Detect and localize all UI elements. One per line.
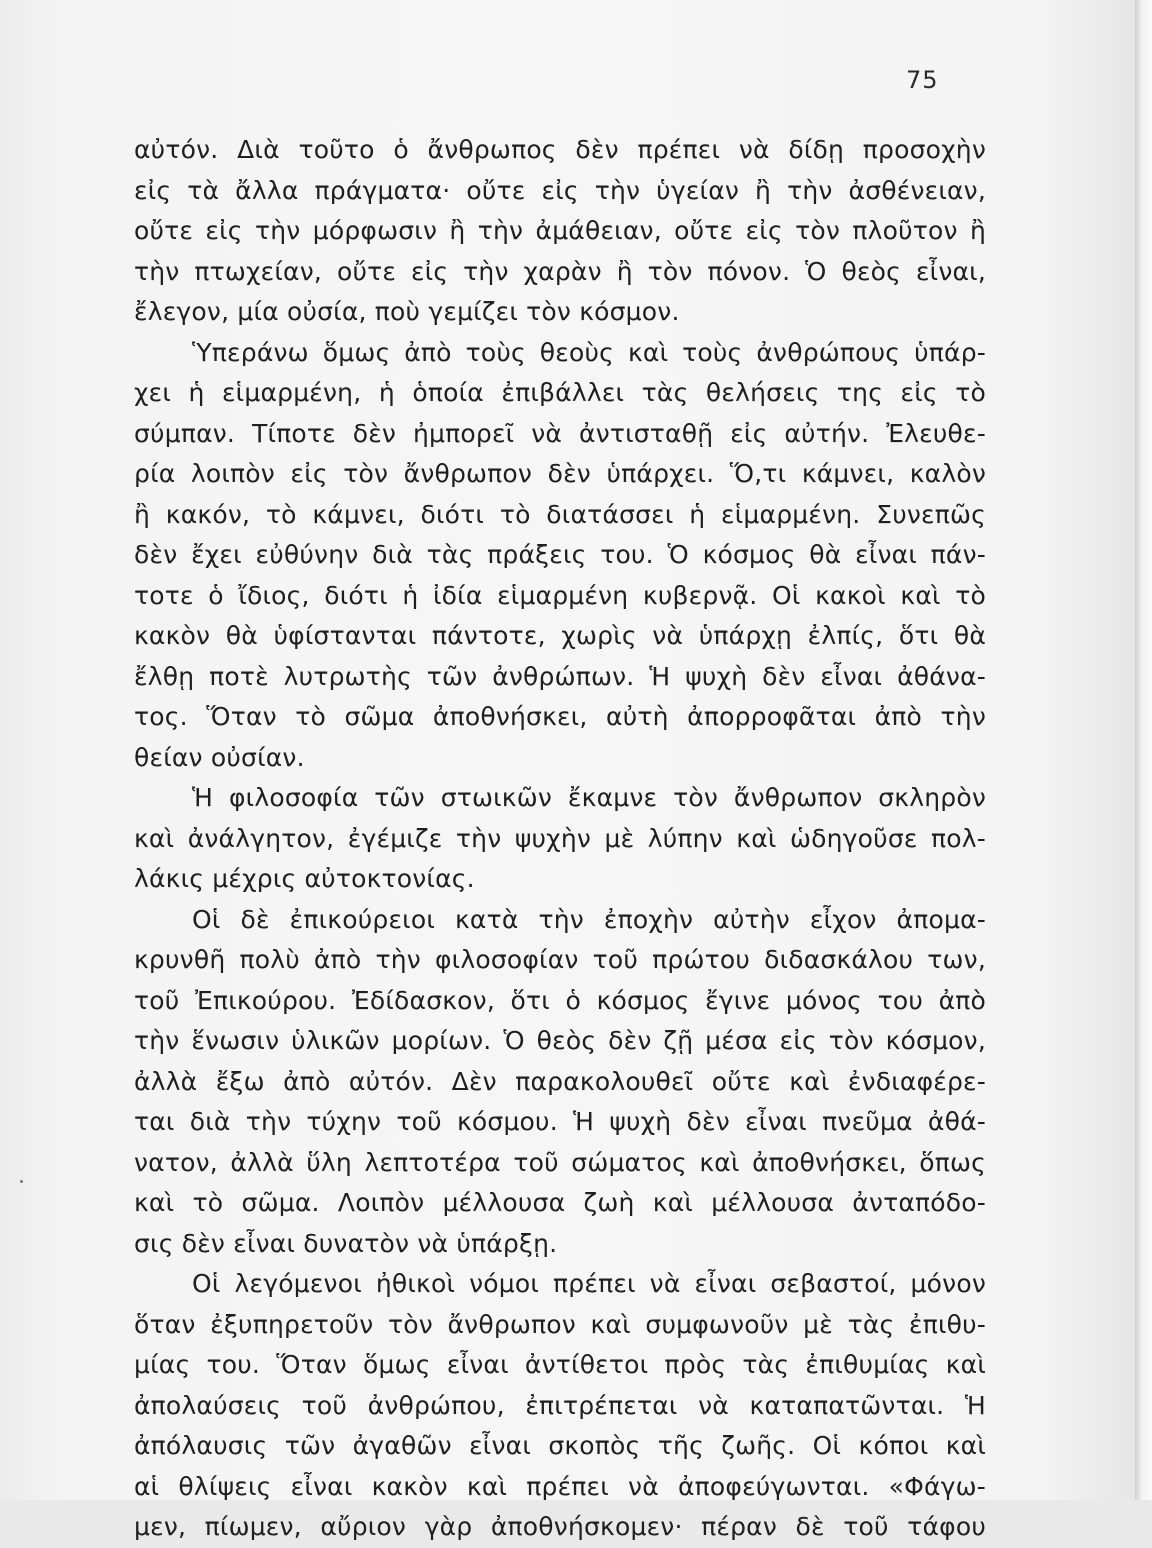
text-line: τος. Ὅταν τὸ σῶμα ἀποθνήσκει, αὐτὴ ἀπορροφᾶται ἀπὸ τὴν	[134, 702, 986, 731]
text-line: ἢ κακόν, τὸ κάμνει, διότι τὸ διατάσσει ἡ εἱμαρμένη. Συνεπῶς	[134, 499, 986, 529]
text-line: ρία λοιπὸν εἰς τὸν ἄνθρωπον δὲν ὑπάρχει. Ὅ,τι κάμνει, καλὸν	[134, 459, 986, 488]
text-line: ἀλλὰ ἔξω ἀπὸ αὐτόν. Δὲν παρακολουθεῖ οὔτε καὶ ἐνδιαφέρε-	[134, 1066, 986, 1096]
text-line: οὔτε εἰς τὴν μόρφωσιν ἢ τὴν ἀμάθειαν, οὔτε εἰς τὸν πλοῦτον ἢ	[134, 216, 986, 245]
page-number: 75	[906, 66, 939, 94]
text-line: ἀπολαύσεις τοῦ ἀνθρώπου, ἐπιτρέπεται νὰ καταπατῶνται. Ἡ	[134, 1390, 986, 1420]
text-line: σις δὲν εἶναι δυνατὸν νὰ ὑπάρξῃ.	[134, 1228, 558, 1258]
text-line: τοῦ Ἐπικούρου. Ἐδίδασκον, ὅτι ὁ κόσμος ἔγινε μόνος του ἀπὸ	[134, 985, 986, 1015]
text-line: νατον, ἀλλὰ ὕλη λεπτοτέρα τοῦ σώματος καὶ ἀποθνήσκει, ὅπως	[134, 1147, 986, 1177]
text-line: χει ἡ εἱμαρμένη, ἡ ὁποία ἐπιβάλλει τὰς θελήσεις της εἰς τὸ	[134, 378, 986, 407]
text-line: εἰς τὰ ἄλλα πράγματα· οὔτε εἰς τὴν ὑγείαν ἢ τὴν ἀσθένειαν,	[134, 175, 986, 205]
text-line: μίας του. Ὅταν ὅμως εἶναι ἀντίθετοι πρὸς τὰς ἐπιθυμίας καὶ	[134, 1350, 986, 1379]
text-line: καὶ τὸ σῶμα. Λοιπὸν μέλλουσα ζωὴ καὶ μέλλουσα ἀνταπόδο-	[134, 1188, 986, 1217]
text-line: λάκις μέχρις αὐτοκτονίας.	[134, 864, 475, 893]
text-line: τοτε ὁ ἴδιος, διότι ἡ ἰδία εἱμαρμένη κυβερνᾷ. Οἱ κακοὶ καὶ τὸ	[134, 580, 986, 610]
text-line: Οἱ δὲ ἐπικούρειοι κατὰ τὴν ἐποχὴν αὐτὴν εἶχον ἀπομα-	[192, 904, 986, 934]
text-line: ὅταν ἐξυπηρετοῦν τὸν ἄνθρωπον καὶ συμφωνοῦν μὲ τὰς ἐπιθυ-	[134, 1309, 986, 1339]
page-edge	[1135, 0, 1152, 1500]
text-line: κακὸν θὰ ὑφίστανται πάντοτε, χωρὶς νὰ ὑπάρχῃ ἐλπίς, ὅτι θὰ	[134, 621, 986, 650]
text-line: Ὑπεράνω ὅμως ἀπὸ τοὺς θεοὺς καὶ τοὺς ἀνθρώπους ὑπάρ-	[192, 337, 986, 367]
text-line: δὲν ἔχει εὐθύνην διὰ τὰς πράξεις του. Ὁ κόσμος θὰ εἶναι πάν-	[134, 540, 986, 569]
text-line: αὐτόν. Διὰ τοῦτο ὁ ἄνθρωπος δὲν πρέπει νὰ δίδῃ προσοχὴν	[134, 135, 986, 164]
body-text	[134, 130, 986, 1548]
text-line: ται διὰ τὴν τύχην τοῦ κόσμου. Ἡ ψυχὴ δὲν εἶναι πνεῦμα ἀθά-	[134, 1107, 986, 1136]
text-line: ἀπόλαυσις τῶν ἀγαθῶν εἶναι σκοπὸς τῆς ζωῆς. Οἱ κόποι καὶ	[134, 1431, 986, 1460]
text-line: καὶ ἀνάλγητον, ἐγέμιζε τὴν ψυχὴν μὲ λύπην καὶ ὡδηγοῦσε πολ-	[134, 823, 986, 853]
margin-mark	[20, 1180, 23, 1183]
text-line: ἔλεγον, μία οὐσία, ποὺ γεμίζει τὸν κόσμον.	[134, 297, 680, 326]
text-line: κρυνθῆ πολὺ ἀπὸ τὴν φιλοσοφίαν τοῦ πρώτου διδασκάλου των,	[134, 945, 986, 974]
text-line: τὴν ἕνωσιν ὑλικῶν μορίων. Ὁ θεὸς δὲν ζῇ μέσα εἰς τὸν κόσμον,	[134, 1026, 986, 1055]
text-line: θείαν οὐσίαν.	[134, 742, 305, 772]
text-line: μεν, πίωμεν, αὔριον γὰρ ἀποθνήσκομεν· πέραν δὲ τοῦ τάφου	[134, 1512, 986, 1541]
text-line: ἔλθῃ ποτὲ λυτρωτὴς τῶν ἀνθρώπων. Ἡ ψυχὴ δὲν εἶναι ἀθάνα-	[134, 661, 986, 691]
text-line: αἱ θλίψεις εἶναι κακὸν καὶ πρέπει νὰ ἀποφεύγωνται. «Φάγω-	[134, 1471, 986, 1501]
text-line: σύμπαν. Τίποτε δὲν ἠμπορεῖ νὰ ἀντισταθῇ εἰς αὐτήν. Ἐλευθε-	[134, 418, 986, 448]
text-line: Ἡ φιλοσοφία τῶν στωικῶν ἔκαμνε τὸν ἄνθρωπον σκληρὸν	[192, 783, 986, 812]
text-line: τὴν πτωχείαν, οὔτε εἰς τὴν χαρὰν ἢ τὸν πόνον. Ὁ θεὸς εἶναι,	[134, 256, 986, 286]
text-line: Οἱ λεγόμενοι ἠθικοὶ νόμοι πρέπει νὰ εἶναι σεβαστοί, μόνον	[192, 1269, 986, 1298]
